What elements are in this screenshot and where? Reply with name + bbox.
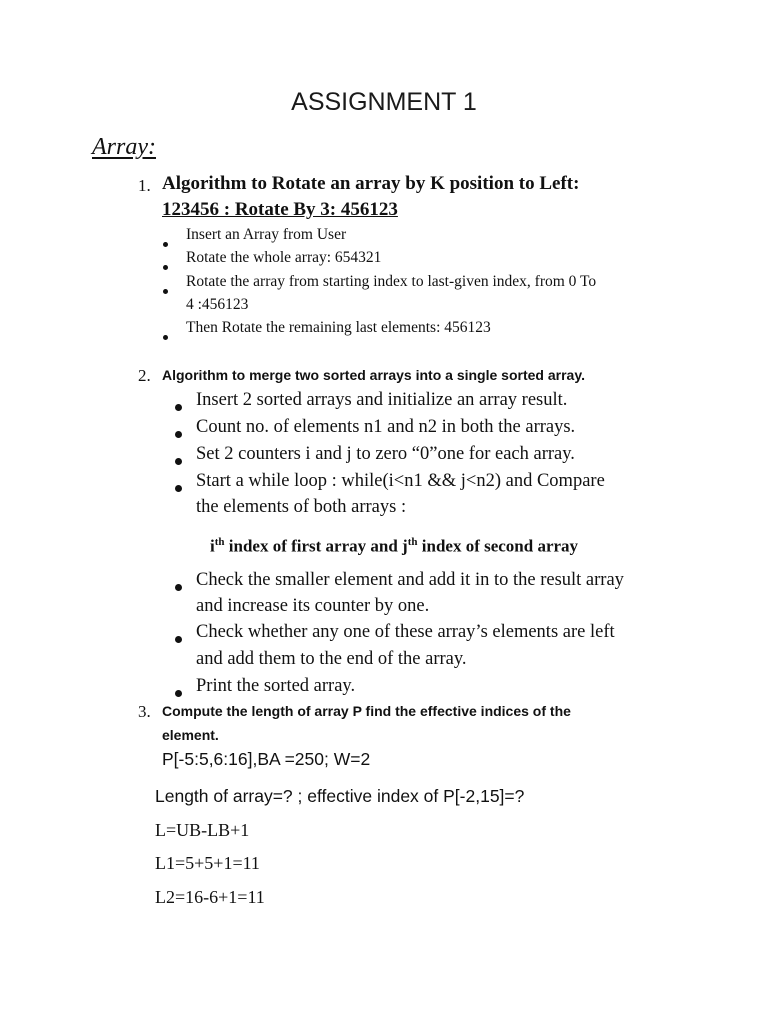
q1-bullet-dot	[163, 327, 168, 345]
calc-line-3: L2=16-6+1=11	[155, 887, 265, 907]
index-comparison-line	[210, 536, 578, 557]
q1-heading: Algorithm to Rotate an array by K position to Left:	[162, 173, 580, 194]
index-th-sup: th	[214, 536, 225, 548]
q2-bullet-dot	[175, 398, 182, 416]
q2-bullet-6-cont: and add them to the end of the array.	[196, 649, 467, 669]
q1-bullet-3-cont: 4 :456123	[186, 296, 249, 313]
index-th-sup: th	[407, 536, 418, 548]
calc-line-2: L1=5+5+1=11	[155, 853, 260, 873]
q1-example	[162, 199, 398, 221]
q1-bullet-dot	[163, 281, 168, 299]
q3-question: Length of array=? ; effective index of P[-2,15]=?	[155, 786, 525, 806]
page-title: ASSIGNMENT 1	[291, 88, 477, 116]
q3-number: 3.	[138, 702, 151, 721]
index-i: i	[210, 536, 215, 556]
q2-bullet-1: Insert 2 sorted arrays and initialize an array result.	[196, 390, 568, 410]
q2-number: 2.	[138, 366, 151, 385]
q2-bullet-7: Print the sorted array.	[196, 676, 356, 696]
q2-bullet-dot	[175, 630, 182, 648]
q2-bullet-5: Check the smaller element and add it in to the result array	[196, 570, 624, 590]
q1-bullet-3: Rotate the array from starting index to last-given index, from 0 To	[186, 273, 597, 290]
calc-line-1: L=UB-LB+1	[155, 820, 250, 840]
q1-example-text: 123456 : Rotate By 3: 456123	[162, 199, 398, 220]
q1-bullet-dot	[163, 234, 168, 252]
index-end: index of second array	[417, 536, 579, 556]
q1-bullet-2: Rotate the whole array: 654321	[186, 249, 382, 266]
q1-number: 1.	[138, 176, 151, 195]
q2-bullet-dot	[175, 684, 182, 702]
q2-bullet-dot	[175, 425, 182, 443]
q1-bullet-dot	[163, 257, 168, 275]
q2-bullet-6: Check whether any one of these array’s elements are left	[196, 622, 615, 642]
index-mid: index of first array and j	[224, 536, 408, 556]
q2-bullet-4-cont: the elements of both arrays :	[196, 497, 407, 517]
q2-bullet-5-cont: and increase its counter by one.	[196, 596, 430, 616]
q2-bullet-2: Count no. of elements n1 and n2 in both the arrays.	[196, 417, 576, 437]
q2-bullet-4: Start a while loop : while(i<n1 && j<n2) and Compare	[196, 471, 605, 491]
q1-bullet-1: Insert an Array from User	[186, 226, 347, 243]
q2-heading: Algorithm to merge two sorted arrays into a single sorted array.	[162, 367, 585, 383]
q3-given: P[-5:5,6:16],BA =250; W=2	[162, 749, 371, 769]
q2-bullet-dot	[175, 479, 182, 497]
q2-bullet-dot	[175, 578, 182, 596]
q3-heading-cont: element.	[162, 727, 219, 743]
q2-bullet-dot	[175, 452, 182, 470]
q3-heading: Compute the length of array P find the effective indices of the	[162, 703, 571, 719]
q1-bullet-4: Then Rotate the remaining last elements: 456123	[186, 319, 491, 336]
q2-bullet-3: Set 2 counters i and j to zero “0”one for each array.	[196, 444, 575, 464]
section-heading: Array:	[92, 134, 156, 160]
